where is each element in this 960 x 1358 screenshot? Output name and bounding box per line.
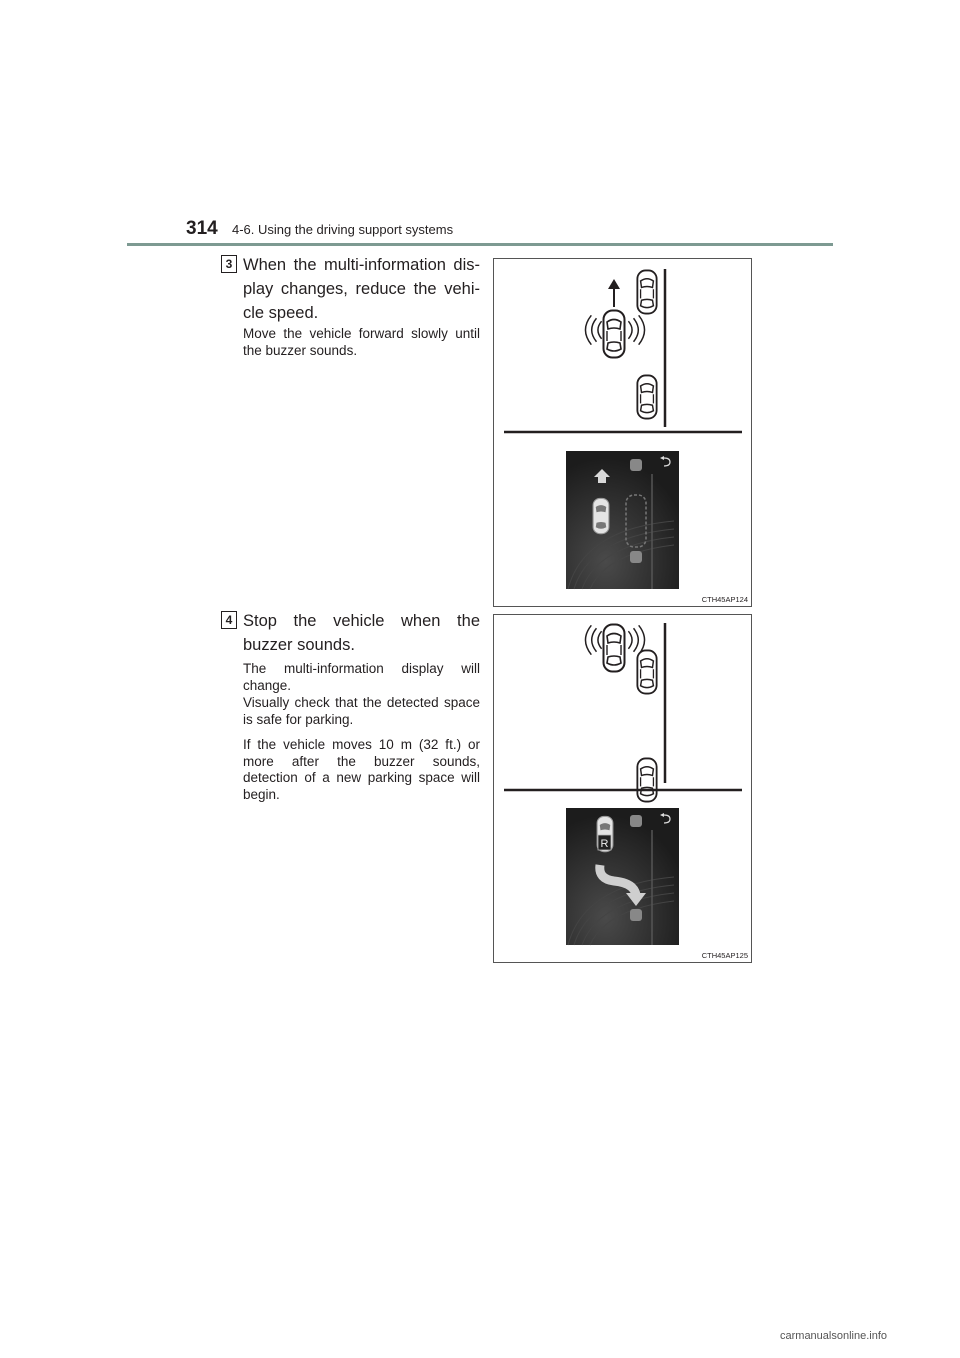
own-vehicle-icon bbox=[604, 625, 625, 672]
multi-info-display bbox=[566, 808, 679, 945]
header-rule bbox=[127, 243, 833, 246]
sound-wave-icon bbox=[628, 315, 644, 344]
parked-car-icon bbox=[637, 375, 656, 418]
step-4-text-1: The multi-information display will change. bbox=[243, 661, 480, 693]
forward-arrow-icon bbox=[608, 279, 620, 307]
step-3-text: Move the vehicle forward slowly until the buzzer sounds. bbox=[243, 326, 480, 358]
figure-step-4 bbox=[493, 614, 752, 963]
multi-info-display bbox=[566, 451, 679, 589]
parked-car-icon bbox=[637, 270, 656, 313]
figure-code: CTH45AP124 bbox=[701, 595, 748, 604]
step-4-text-2: Visually check that the detected space is safe for parking. bbox=[243, 695, 480, 727]
step-3-heading: When the multi-information dis-play changes, reduce the vehi-cle speed. bbox=[243, 256, 480, 322]
step-4-heading: Stop the vehicle when the buzzer sounds. bbox=[243, 612, 480, 654]
watermark: carmanualsonline.info bbox=[780, 1330, 888, 1342]
parked-car-icon bbox=[637, 650, 656, 693]
own-vehicle-icon bbox=[604, 311, 625, 358]
section-title: 4-6. Using the driving support systems bbox=[232, 222, 454, 237]
figure-step-3 bbox=[493, 258, 752, 607]
step-number-4: 4 bbox=[221, 611, 237, 629]
parked-car-icon bbox=[637, 758, 656, 801]
own-vehicle-icon bbox=[593, 498, 609, 533]
page-number: 314 bbox=[186, 218, 218, 239]
figure-code: CTH45AP125 bbox=[701, 951, 748, 960]
step-4-text-3: If the vehicle moves 10 m (32 ft.) or more after the buzzer sounds, detection of a new parking space will begin. bbox=[243, 737, 480, 802]
sound-wave-icon bbox=[585, 315, 601, 344]
step-number-3: 3 bbox=[221, 255, 237, 273]
gear-label: R bbox=[600, 838, 609, 850]
sound-wave-icon bbox=[585, 625, 601, 654]
